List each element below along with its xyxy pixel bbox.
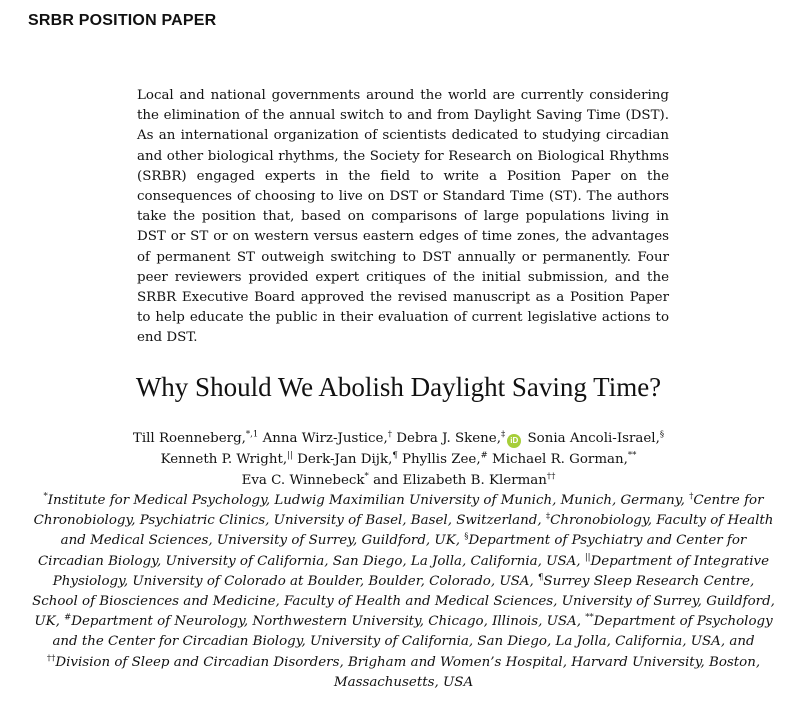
affiliation-mark: * [43,491,48,502]
author-list [80,428,717,491]
author-affiliation-mark: * [364,471,369,482]
affiliation-list [30,491,777,693]
affiliation-text: Department of Neurology, Northwestern University, Chicago, Illinois, USA, [71,614,586,630]
author-name[interactable]: Sonia Ancoli-Israel, [527,431,660,446]
author-name[interactable]: Debra J. Skene, [396,431,501,446]
affiliation-text: Chronobiology, Faculty of Health and Medical Sciences, University of Surrey, Guildford, UK, [60,513,774,549]
paper-title: Why Should We Abolish Daylight Saving Time? [135,372,662,402]
affiliation-mark: ¶ [537,572,544,583]
author-affiliation-mark: # [480,450,488,461]
author-affiliation-mark: ‡ [500,429,506,440]
abstract-text: Local and national governments around the world are currently considering the elimination of the annual switch to and from Daylight Saving Time (DST). As an international organization of scientists dedicated to studying circadian and other biological rhythms, the Society for Research on Biological Rhythms (SRBR) engaged experts in the field to write a Position Paper on the consequences of choosing to live on DST or Standard Time (ST). The authors take the position that, based on comparisons of large populations living in DST or ST or on western versus eastern edges of time zones, the advantages of permanent ST outweigh switching to DST annually or permanently. Four peer reviewers provided expert critiques of the initial submission, and the SRBR Executive Board approved the revised manuscript as a Position Paper to help educate the public in their evaluation of current legislative actions to end DST. [137,88,669,346]
author-name[interactable]: Till Roenneberg, [132,431,246,446]
author-affiliation-mark: ** [627,450,637,461]
affiliation-mark: ** [585,612,594,623]
author-name[interactable]: and Elizabeth B. Klerman [373,473,547,488]
author-affiliation-mark: ¶ [392,450,398,461]
author-affiliation-mark: † [387,429,392,440]
author-name[interactable]: Phyllis Zee, [402,452,481,467]
affiliation-mark: ‡ [545,511,551,522]
affiliation-text: Department of Psychiatry and Center for Circadian Biology, University of California, San Diego, La Jolla, California, USA, [37,533,747,569]
affiliation-mark: || [584,552,591,563]
author-affiliation-mark: § [659,429,665,440]
author-name[interactable]: Anna Wirz-Justice, [262,431,388,446]
affiliation-text: Division of Sleep and Circadian Disorders, Brigham and Women’s Hospital, Harvard University, Boston, Massachusetts, USA [55,654,761,690]
affiliation-text: Institute for Medical Psychology, Ludwig Maximilian University of Munich, Munich, Germany, [47,493,690,508]
affiliation-mark: †† [46,653,56,664]
section-label: SRBR POSITION PAPER [28,12,217,29]
affiliation-text: Centre for Chronobiology, Psychiatric Clinics, University of Basel, Basel, Switzerland, [33,493,764,529]
affiliation-mark: † [689,491,694,502]
author-name[interactable]: Derk-Jan Dijk, [297,452,393,467]
author-affiliation-mark: || [287,450,293,461]
affiliation-mark: # [64,612,72,623]
affiliation-text: Surrey Sleep Research Centre, School of Biosciences and Medicine, Faculty of Health and Medical Sciences, University of Surrey, Guildford, UK, [32,573,775,630]
author-name[interactable]: Kenneth P. Wright, [160,452,288,467]
author-affiliation-mark: †† [546,471,556,482]
affiliation-mark: § [464,531,469,542]
affiliation-text: Department of Integrative Physiology, University of Colorado at Boulder, Boulder, Colorado, USA, [52,553,770,589]
author-name[interactable]: Eva C. Winnebeck [241,473,365,488]
orcid-icon[interactable]: iD [507,434,521,448]
author-affiliation-mark: *,1 [245,429,259,440]
author-name[interactable]: Michael R. Gorman, [492,452,628,467]
affiliation-text: Department of Psychology and the Center for Circadian Biology, University of California, San Diego, La Jolla, California, USA, and [52,614,773,650]
